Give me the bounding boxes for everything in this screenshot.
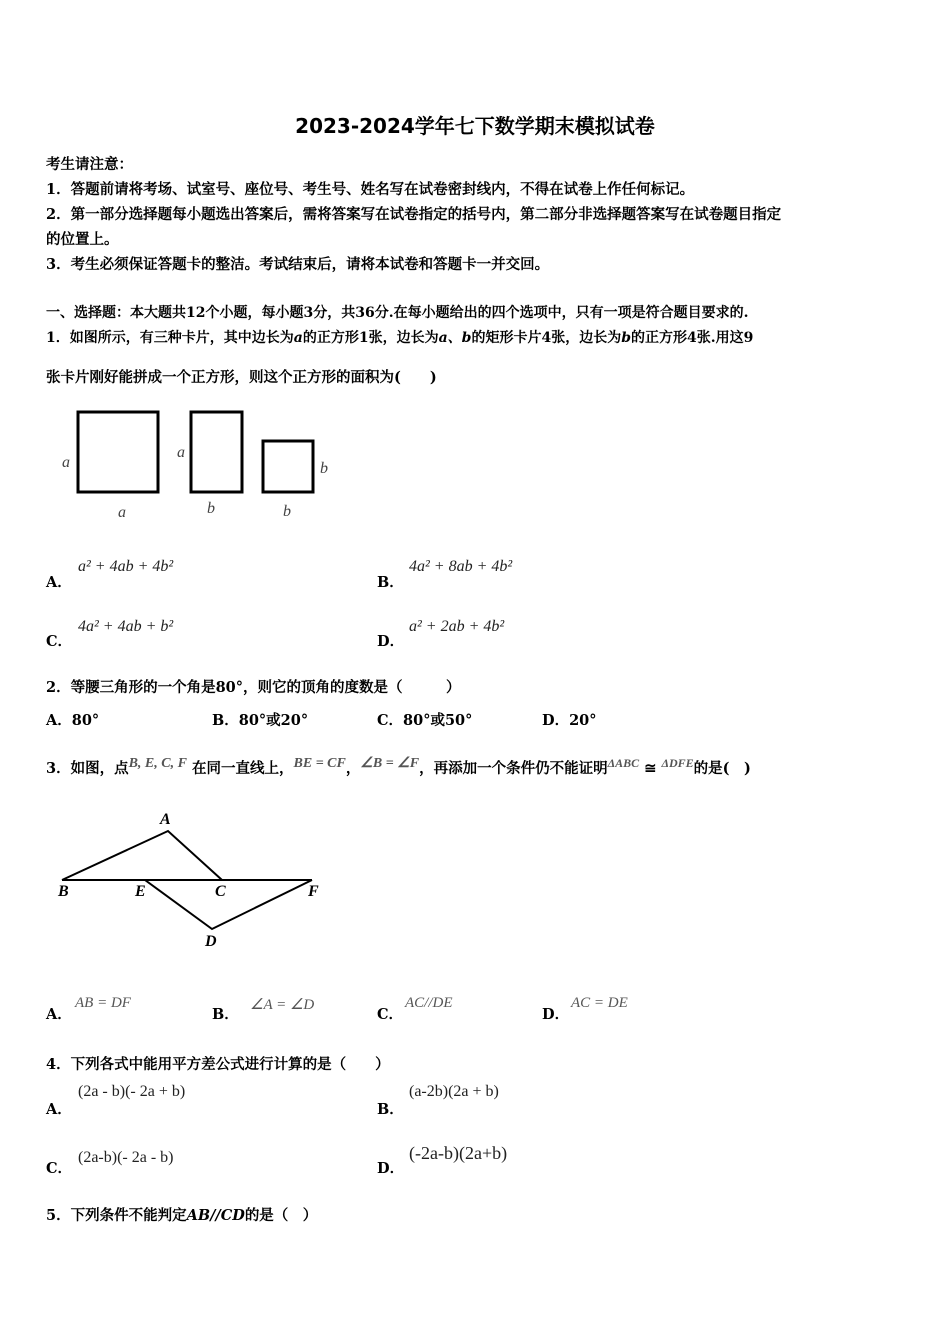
point-a-label: A [160,811,171,828]
notice-item: 2．第一部分选择题每小题选出答案后，需将答案写在试卷指定的括号内，第二部分非选择题答案写在试卷题目指定 [46,206,782,223]
q1-figure [50,400,350,530]
q3-option-d-label[interactable]: D． [542,1006,570,1023]
q1-option-d-expr[interactable]: a² + 2ab + 4b² [409,618,505,635]
page-title: 2023-2024学年七下数学期末模拟试卷 [295,114,655,138]
label-b: b [207,500,215,517]
q2-option-b[interactable]: B．80°或20° [212,712,309,729]
notice-item: 1．答题前请将考场、试室号、座位号、考生号、姓名写在试卷密封线内，不得在试卷上作任何标记。 [46,181,695,198]
q4-text: 4．下列各式中能用平方差公式进行计算的是（ ） [46,1056,390,1073]
q1-option-b-label[interactable]: B． [377,574,404,591]
q1-option-b-expr[interactable]: 4a² + 8ab + 4b² [409,558,513,575]
label-a: a [62,454,70,471]
q4-option-a-expr[interactable]: (2a - b)(- 2a + b) [78,1083,186,1100]
q1-option-c-label[interactable]: C． [46,633,73,650]
q2-option-a[interactable]: A．80° [46,712,100,729]
q3-option-c-expr[interactable]: AC//DE [405,995,453,1011]
q1-text-line1: 1．如图所示，有三种卡片，其中边长为a的正方形1张，边长为a、b的矩形卡片4张，边长为b的正方形4张.用这9 [46,330,754,346]
q4-option-b-label[interactable]: B． [377,1101,404,1118]
q5-text: 5．下列条件不能判定AB//CD的是（ ） [46,1207,318,1224]
q1-option-a-expr[interactable]: a² + 4ab + 4b² [78,558,174,575]
q3-figure [50,805,340,955]
q4-option-c-expr[interactable]: (2a-b)(- 2a - b) [78,1149,174,1166]
label-a: a [118,504,126,521]
q4-option-b-expr[interactable]: (a-2b)(2a + b) [409,1083,499,1100]
q2-option-d[interactable]: D．20° [542,712,597,729]
q3-option-c-label[interactable]: C． [377,1006,404,1023]
square-b [263,441,313,492]
q1-text-line2: 张卡片刚好能拼成一个正方形，则这个正方形的面积为( ) [46,369,437,386]
notice-heading: 考生请注意： [46,156,133,173]
rect-ab [191,412,242,492]
q1-option-c-expr[interactable]: 4a² + 4ab + b² [78,618,174,635]
q3-option-a-label[interactable]: A． [46,1006,72,1023]
q4-option-d-label[interactable]: D． [377,1160,405,1177]
triangle-def [145,880,312,929]
point-d-label: D [205,933,217,950]
q1-option-a-label[interactable]: A． [46,574,72,591]
q2-text: 2．等腰三角形的一个角是80°，则它的顶角的度数是（ ） [46,679,461,696]
point-e-label: E [135,883,146,900]
q2-option-c[interactable]: C．80°或50° [377,712,473,729]
notice-item: 的位置上。 [46,231,119,248]
point-c-label: C [215,883,226,900]
q3-option-b-label[interactable]: B． [212,1006,239,1023]
label-a: a [177,444,185,461]
q3-option-d-expr[interactable]: AC = DE [571,995,628,1011]
q4-option-a-label[interactable]: A． [46,1101,72,1118]
section-heading: 一、选择题：本大题共12个小题，每小题3分，共36分.在每小题给出的四个选项中，只有一项是符合题目要求的. [46,305,749,321]
q4-option-d-expr[interactable]: (-2a-b)(2a+b) [409,1143,508,1163]
triangle-abc [62,831,222,880]
q3-option-b-expr[interactable]: ∠A = ∠D [250,997,315,1013]
label-b: b [283,503,291,520]
square-a [78,412,158,492]
point-f-label: F [308,883,319,900]
q3-option-a-expr[interactable]: AB = DF [75,995,131,1011]
q4-option-c-label[interactable]: C． [46,1160,73,1177]
q3-text: 3．如图，点B, E, C, F 在同一直线上，BE = CF，∠B = ∠F，再添加一个条件仍不能证明$^{\Delta ABC}$ ≅ $^{\Delta DFE}$的是( ) [46,756,751,777]
label-b: b [320,460,328,477]
q1-option-d-label[interactable]: D． [377,633,405,650]
notice-item: 3．考生必须保证答题卡的整洁。考试结束后，请将本试卷和答题卡一并交回。 [46,256,550,273]
point-b-label: B [58,883,69,900]
